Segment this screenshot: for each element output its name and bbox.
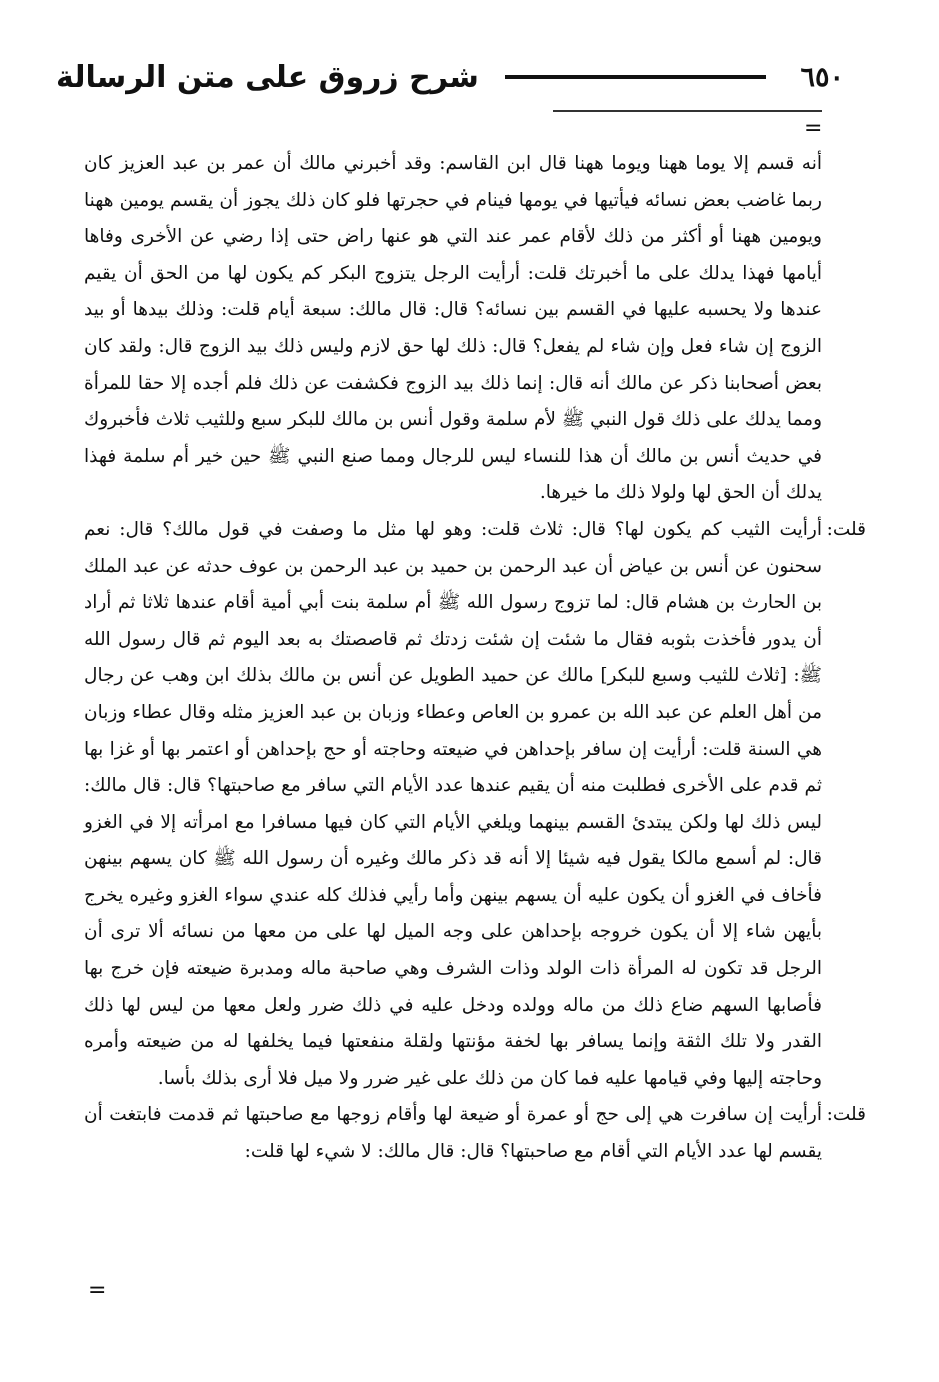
paragraph: [84, 146, 822, 512]
paragraph-text: أرأيت الثيب كم يكون لها؟ قال: ثلاث قلت: وهو لها مثل ما وصفت في قول مالك؟ قال: نعم سحنون عن أنس بن عياض أن عبد الرحمن بن حميد بن عبد الرحمن بن عوف حدثه عن عبد الملك بن الحارث بن هشام قال: لما تزوج رسول الله ﷺ أم سلمة بنت أبي أمية أقام عندها ثلاثا ثم أراد أن يدور فأخذت بثوبه فقال ما شئت إن شئت زدتك ثم قاصصتك به بعد اليوم ثم قال رسول الله ﷺ: [ثلاث للثيب وسبع للبكر] مالك عن حميد الطويل عن أنس بن مالك بذلك ابن وهب عن رجال من أهل العلم عن عبد الله بن عمرو بن العاص وعطاء وزبان بن عبد العزيز مثله وقال عطاء وزبان هي السنة قلت: أرأيت إن سافر بإحداهن في ضيعته وحاجته أو حج بإحداهن أو اعتمر بها أو غزا بها ثم قدم على الأخرى فطلبت منه أن يقيم عندها عدد الأيام التي سافر مع صاحبتها؟ قال: قال مالك: ليس ذلك لها ولكن يبتدئ القسم بينهما ويلغي الأيام التي كان فيها مسافرا مع امرأته إلا في الغزو قال: لم أسمع مالكا يقول فيه شيئا إلا أنه قد ذكر مالك وغيره أن رسول الله ﷺ كان يسهم بينهن فأخاف في الغزو أن يكون عليه أن يسهم بينهن وأما رأيي فذلك كله عندي سواء الغزو وغيره يخرج بأيهن شاء إلا أن يكون خروجه بإحداهن على وجه الميل لها على من معها من نسائه ألا ترى أن الرجل قد تكون له المرأة ذات الولد وذات الشرف وهي صاحبة ماله ومدبرة ضيعته فإن خرج بها فأصابها السهم ضاع ذلك من ماله وولده ودخل عليه في ذلك ضرر ولعل معها من ليس لها ذلك القدر ولا تلك الثقة وإنما يسافر بها لخفة مؤنتها ولقلة منفعتها فيما يخلفها له من ضيعته وأمره وحاجته إليها وفي قيامها عليه فما كان من ذلك على غير ضرر ولا ميل فلا أرى بذلك بأسا.: [84, 518, 822, 1089]
continuation-mark-top: =: [804, 116, 823, 141]
book-title: شرح زروق على متن الرسالة: [56, 59, 479, 95]
question-paragraph: [84, 512, 866, 1098]
header-rule: [505, 75, 767, 79]
paragraph-text: أنه قسم إلا يوما ههنا ويوما ههنا قال ابن القاسم: وقد أخبرني مالك أن عمر بن عبد العزيز كان ربما غاضب بعض نسائه فيأتيها في يومها فينام في حجرتها فلو كان ذلك يجوز أن يقسم يومين ههنا ويومين ههنا أو أكثر من ذلك لأقام عمر عند التي هو عنها راض حتى إذا رضي عن الأخرى وفاها أيامها فهذا يدلك على ما أخبرتك قلت: أرأيت الرجل يتزوج البكر كم يكون لها من الحق أن يقيم عندها ولا يحسبه عليها في القسم بين نسائه؟ قال: قال مالك: سبعة أيام قلت: وذلك بيدها أو بيد الزوج إن شاء فعل وإن شاء لم يفعل؟ قال: ذلك لها حق لازم وليس ذلك بيد الزوج قال: ولقد كان بعض أصحابنا ذكر عن مالك أنه قال: إنما ذلك بيد الزوج فكشفت عن ذلك فلم أجده إلا حقا للمرأة ومما يدلك على ذلك قول النبي ﷺ لأم سلمة وقول أنس بن مالك للبكر سبع وللثيب ثلاث فأخبروك في حديث أنس بن مالك أن هذا للنساء ليس للرجال ومما صنع النبي ﷺ حين خير أم سلمة فهذا يدلك أن الحق لها ولولا ذلك ما خيرها.: [84, 153, 822, 504]
page-header: [56, 52, 844, 102]
page-number: ٦٥٠: [800, 61, 844, 93]
question-paragraph: [84, 1097, 866, 1170]
main-text: [84, 146, 866, 1171]
continuation-mark-bottom: =: [88, 1278, 107, 1303]
paragraph-text: أرأيت إن سافرت هي إلى حج أو عمرة أو ضيعة لها وأقام زوجها مع صاحبتها ثم قدمت فابتغت أن يقسم لها عدد الأيام التي أقام مع صاحبتها؟ قال: قال مالك: لا شيء لها قلت:: [84, 1104, 822, 1163]
question-label: قلت:: [826, 518, 866, 540]
separator-rule: [553, 110, 822, 112]
question-label: قلت:: [826, 1104, 866, 1126]
